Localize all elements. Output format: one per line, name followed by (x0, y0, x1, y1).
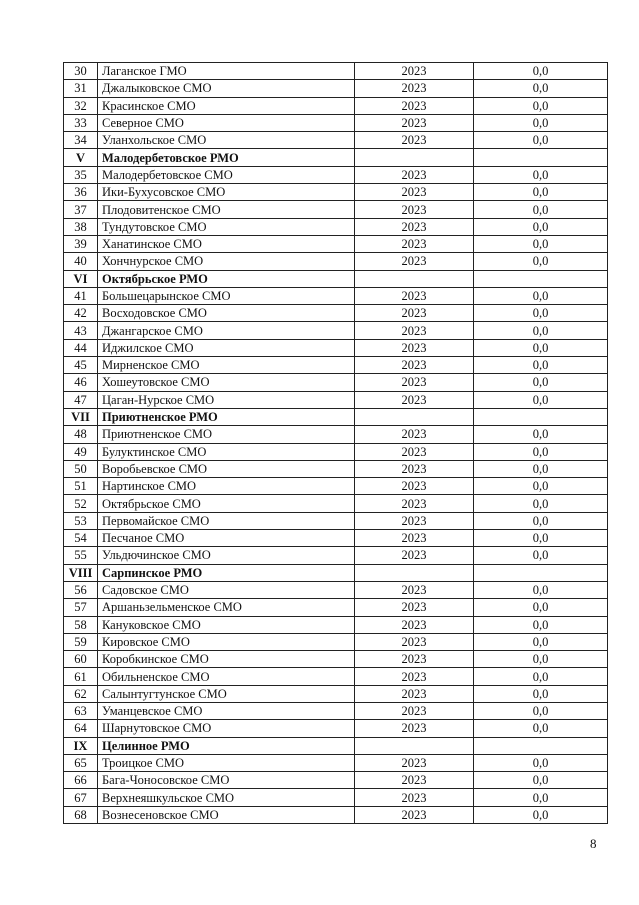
municipality-name: Восходовское СМО (98, 305, 355, 322)
value-cell: 0,0 (474, 80, 608, 97)
table-row (64, 512, 608, 529)
value-cell: 0,0 (474, 806, 608, 823)
table-row (64, 460, 608, 477)
value-cell: 0,0 (474, 581, 608, 598)
year-cell: 2023 (355, 97, 474, 114)
row-number: 43 (64, 322, 98, 339)
year-cell: 2023 (355, 287, 474, 304)
row-number: V (64, 149, 98, 166)
value-cell: 0,0 (474, 253, 608, 270)
row-number: 37 (64, 201, 98, 218)
municipality-name: Красинское СМО (98, 97, 355, 114)
year-cell: 2023 (355, 495, 474, 512)
page-number: 8 (590, 836, 597, 851)
table-row (64, 599, 608, 616)
year-cell: 2023 (355, 339, 474, 356)
value-cell: 0,0 (474, 374, 608, 391)
year-cell: 2023 (355, 651, 474, 668)
municipality-name: Целинное РМО (98, 737, 355, 754)
table-row (64, 97, 608, 114)
value-cell (474, 564, 608, 581)
row-number: 45 (64, 357, 98, 374)
value-cell (474, 270, 608, 287)
municipality-name: Джалыковское СМО (98, 80, 355, 97)
value-cell: 0,0 (474, 478, 608, 495)
value-cell: 0,0 (474, 772, 608, 789)
row-number: 52 (64, 495, 98, 512)
row-number: VIII (64, 564, 98, 581)
year-cell: 2023 (355, 685, 474, 702)
year-cell: 2023 (355, 478, 474, 495)
year-cell: 2023 (355, 616, 474, 633)
year-cell: 2023 (355, 512, 474, 529)
row-number: 49 (64, 443, 98, 460)
row-number: 50 (64, 460, 98, 477)
value-cell: 0,0 (474, 651, 608, 668)
row-number: 30 (64, 63, 98, 80)
value-cell: 0,0 (474, 443, 608, 460)
value-cell: 0,0 (474, 287, 608, 304)
municipality-name: Обильненское СМО (98, 668, 355, 685)
row-number: 61 (64, 668, 98, 685)
row-number: 40 (64, 253, 98, 270)
table-row (64, 114, 608, 131)
year-cell: 2023 (355, 391, 474, 408)
year-cell: 2023 (355, 581, 474, 598)
table-row (64, 772, 608, 789)
municipality-name: Приютненское СМО (98, 426, 355, 443)
year-cell: 2023 (355, 322, 474, 339)
municipality-name: Тундутовское СМО (98, 218, 355, 235)
value-cell: 0,0 (474, 754, 608, 771)
row-number: 60 (64, 651, 98, 668)
year-cell (355, 270, 474, 287)
table-row (64, 478, 608, 495)
value-cell: 0,0 (474, 512, 608, 529)
year-cell: 2023 (355, 166, 474, 183)
year-cell: 2023 (355, 305, 474, 322)
section-row (64, 149, 608, 166)
municipality-name: Хончнурское СМО (98, 253, 355, 270)
value-cell (474, 149, 608, 166)
municipality-name: Малодербетовское СМО (98, 166, 355, 183)
value-cell: 0,0 (474, 495, 608, 512)
municipality-name: Северное СМО (98, 114, 355, 131)
year-cell: 2023 (355, 443, 474, 460)
year-cell (355, 408, 474, 425)
value-cell: 0,0 (474, 218, 608, 235)
municipality-name: Иджилское СМО (98, 339, 355, 356)
year-cell: 2023 (355, 789, 474, 806)
row-number: 32 (64, 97, 98, 114)
municipality-name: Ханатинское СМО (98, 235, 355, 252)
municipality-name: Кануковское СМО (98, 616, 355, 633)
table-row (64, 166, 608, 183)
municipality-name: Уманцевское СМО (98, 702, 355, 719)
value-cell (474, 408, 608, 425)
municipality-name: Приютненское РМО (98, 408, 355, 425)
table-row (64, 374, 608, 391)
year-cell: 2023 (355, 357, 474, 374)
row-number: 63 (64, 702, 98, 719)
value-cell: 0,0 (474, 357, 608, 374)
year-cell: 2023 (355, 132, 474, 149)
value-cell: 0,0 (474, 166, 608, 183)
table-row (64, 633, 608, 650)
value-cell: 0,0 (474, 685, 608, 702)
section-row (64, 270, 608, 287)
table-row (64, 668, 608, 685)
value-cell: 0,0 (474, 789, 608, 806)
municipality-name: Лаганское ГМО (98, 63, 355, 80)
row-number: 54 (64, 530, 98, 547)
municipality-name: Плодовитенское СМО (98, 201, 355, 218)
year-cell: 2023 (355, 80, 474, 97)
table-row (64, 530, 608, 547)
table-row (64, 201, 608, 218)
table-row (64, 720, 608, 737)
table-row (64, 287, 608, 304)
table-row (64, 702, 608, 719)
value-cell: 0,0 (474, 547, 608, 564)
value-cell: 0,0 (474, 426, 608, 443)
row-number: 58 (64, 616, 98, 633)
value-cell: 0,0 (474, 616, 608, 633)
row-number: 36 (64, 184, 98, 201)
row-number: 39 (64, 235, 98, 252)
table-row (64, 218, 608, 235)
municipality-name: Цаган-Нурское СМО (98, 391, 355, 408)
row-number: 34 (64, 132, 98, 149)
table-row (64, 63, 608, 80)
year-cell: 2023 (355, 114, 474, 131)
table-row (64, 495, 608, 512)
year-cell: 2023 (355, 530, 474, 547)
row-number: 56 (64, 581, 98, 598)
value-cell: 0,0 (474, 460, 608, 477)
municipality-name: Большецарынское СМО (98, 287, 355, 304)
section-row (64, 564, 608, 581)
municipal-table (63, 62, 608, 824)
value-cell: 0,0 (474, 97, 608, 114)
year-cell: 2023 (355, 772, 474, 789)
year-cell: 2023 (355, 754, 474, 771)
value-cell: 0,0 (474, 633, 608, 650)
section-row (64, 408, 608, 425)
table-row (64, 651, 608, 668)
table-row (64, 184, 608, 201)
municipality-name: Ульдючинское СМО (98, 547, 355, 564)
row-number: 33 (64, 114, 98, 131)
section-row (64, 737, 608, 754)
table-row (64, 581, 608, 598)
municipality-name: Аршаньзельменское СМО (98, 599, 355, 616)
value-cell: 0,0 (474, 720, 608, 737)
year-cell: 2023 (355, 702, 474, 719)
year-cell: 2023 (355, 460, 474, 477)
municipality-name: Джангарское СМО (98, 322, 355, 339)
row-number: 59 (64, 633, 98, 650)
municipality-name: Салынтугтунское СМО (98, 685, 355, 702)
municipality-name: Шарнутовское СМО (98, 720, 355, 737)
row-number: 48 (64, 426, 98, 443)
table-row (64, 80, 608, 97)
table-row (64, 132, 608, 149)
municipality-name: Октябрьское СМО (98, 495, 355, 512)
year-cell: 2023 (355, 426, 474, 443)
value-cell: 0,0 (474, 530, 608, 547)
value-cell: 0,0 (474, 305, 608, 322)
municipality-name: Мирненское СМО (98, 357, 355, 374)
row-number: 44 (64, 339, 98, 356)
value-cell: 0,0 (474, 184, 608, 201)
year-cell (355, 149, 474, 166)
municipality-name: Садовское СМО (98, 581, 355, 598)
row-number: 57 (64, 599, 98, 616)
municipality-name: Верхнеяшкульское СМО (98, 789, 355, 806)
municipality-name: Воробьевское СМО (98, 460, 355, 477)
row-number: 51 (64, 478, 98, 495)
municipality-name: Малодербетовское РМО (98, 149, 355, 166)
year-cell: 2023 (355, 720, 474, 737)
table-row (64, 616, 608, 633)
value-cell: 0,0 (474, 702, 608, 719)
year-cell: 2023 (355, 374, 474, 391)
row-number: VII (64, 408, 98, 425)
value-cell: 0,0 (474, 668, 608, 685)
value-cell: 0,0 (474, 322, 608, 339)
value-cell: 0,0 (474, 235, 608, 252)
year-cell (355, 737, 474, 754)
table-row (64, 426, 608, 443)
table-row (64, 339, 608, 356)
table-row (64, 235, 608, 252)
table-row (64, 806, 608, 823)
row-number: 47 (64, 391, 98, 408)
municipality-name: Троицкое СМО (98, 754, 355, 771)
row-number: 42 (64, 305, 98, 322)
municipality-name: Нартинское СМО (98, 478, 355, 495)
year-cell: 2023 (355, 668, 474, 685)
row-number: 46 (64, 374, 98, 391)
table-row (64, 391, 608, 408)
row-number: 41 (64, 287, 98, 304)
year-cell: 2023 (355, 218, 474, 235)
municipality-name: Первомайское СМО (98, 512, 355, 529)
value-cell: 0,0 (474, 391, 608, 408)
municipality-name: Коробкинское СМО (98, 651, 355, 668)
municipality-name: Хошеутовское СМО (98, 374, 355, 391)
municipality-name: Кировское СМО (98, 633, 355, 650)
value-cell: 0,0 (474, 339, 608, 356)
value-cell: 0,0 (474, 599, 608, 616)
municipality-name: Сарпинское РМО (98, 564, 355, 581)
value-cell: 0,0 (474, 201, 608, 218)
value-cell: 0,0 (474, 63, 608, 80)
row-number: 38 (64, 218, 98, 235)
row-number: VI (64, 270, 98, 287)
value-cell: 0,0 (474, 114, 608, 131)
row-number: 31 (64, 80, 98, 97)
year-cell: 2023 (355, 235, 474, 252)
row-number: 67 (64, 789, 98, 806)
row-number: 62 (64, 685, 98, 702)
year-cell (355, 564, 474, 581)
table-row (64, 357, 608, 374)
municipality-name: Октябрьское РМО (98, 270, 355, 287)
municipality-name: Булуктинское СМО (98, 443, 355, 460)
year-cell: 2023 (355, 63, 474, 80)
table-row (64, 754, 608, 771)
table-row (64, 789, 608, 806)
row-number: 55 (64, 547, 98, 564)
table-row (64, 547, 608, 564)
table-row (64, 253, 608, 270)
municipality-name: Ики-Бухусовское СМО (98, 184, 355, 201)
table-row (64, 443, 608, 460)
row-number: 35 (64, 166, 98, 183)
value-cell: 0,0 (474, 132, 608, 149)
year-cell: 2023 (355, 806, 474, 823)
year-cell: 2023 (355, 599, 474, 616)
municipality-name: Песчаное СМО (98, 530, 355, 547)
year-cell: 2023 (355, 547, 474, 564)
table-row (64, 685, 608, 702)
municipality-name: Бага-Чоносовское СМО (98, 772, 355, 789)
table-row (64, 322, 608, 339)
table-body (64, 63, 608, 824)
municipality-name: Уланхольское СМО (98, 132, 355, 149)
value-cell (474, 737, 608, 754)
row-number: 66 (64, 772, 98, 789)
year-cell: 2023 (355, 184, 474, 201)
year-cell: 2023 (355, 633, 474, 650)
table-row (64, 305, 608, 322)
municipality-name: Вознесеновское СМО (98, 806, 355, 823)
row-number: 65 (64, 754, 98, 771)
year-cell: 2023 (355, 253, 474, 270)
row-number: 53 (64, 512, 98, 529)
year-cell: 2023 (355, 201, 474, 218)
row-number: 64 (64, 720, 98, 737)
row-number: 68 (64, 806, 98, 823)
row-number: IX (64, 737, 98, 754)
